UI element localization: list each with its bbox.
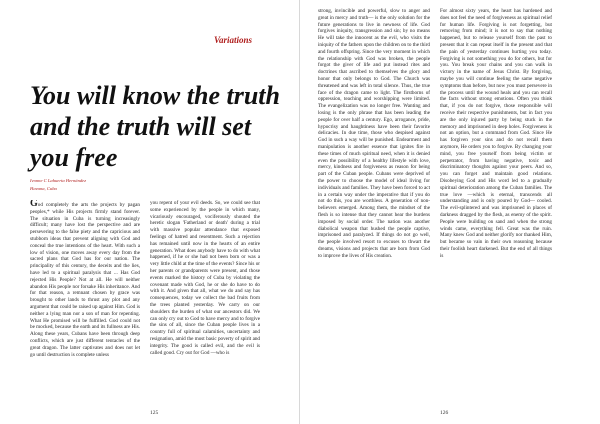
author-name: Ivonne C Lahuerta Hernández <box>30 178 87 183</box>
article-title: You will know the truth and the truth will set you free <box>30 81 280 172</box>
page-number-right: 126 <box>440 410 449 416</box>
column-1-text: od completely the arts the projects by pagan peoples,* while His projects firmly stand forever. The situation in Cuba is turning increasingly difficult; many have lost the perspective and are persevering to the false piety and the capricious and stubborn ideas that prevent aligning with God and conceal the true intentions of the heart. With such a low of vision, one moves away every day from the sacred plans that God has for our nation. The principality of this century, the deceits and the lies, have led to a spiritual paralysis that ... Has God rejected His People? Not at all. He will neither abandon His people nor forsake His inheritance. And for that reason, a remnant chosen by grace was brought to other lands to thrust any plot and any argument that could be raised up against Him. God is neither a lying man nor a son of man for repenting. What He promised will be fulfilled. God could not be mocked, because the earth and its fullness are His. Along these years, Cubans have been through deep conflicts, which are just different tentacles of the great dragon. The latter captivates and does not let go until destruction is complete unless <box>30 202 140 358</box>
column-3-text: strong, invincible and powerful, slow to anger and great in mercy and truth— is the only solution for the future generations to live in newness of life. God forgives iniquity, transgression and sin; by no means He will take the innocent as the evil, who visits the iniquity of the fathers upon the children on to the third and fourth offspring. Since the very moment in which the relationship with God was broken, the people forgot the giver of life and put instead rites and doctrines that ascribed to themselves the glory and honor that only belongs to God. The Church was threatened and was left in total silence. Thus, the true face of the dragon came to light. The firstborns of oppression, teaching and worshipping were limited. The evangelization was no longer free. Wanting and losing is the only phrase that has been leading the people for over half a century. Ego, arrogance, pride, hypocrisy and haughtiness have been their favorite delicacies. In due time, those who despised against God in such a way will be punished. Endearment and manipulation is another essence that ignites fire in these times of much spiritual need, when it is denied even the possibility of a healthy lifestyle with love, mercy, kindness and forgiveness as reason for being part of the Cuban people. Cubans were deprived of the power to choose the model of ideal living for individuals and families. They have been forced to act in a certain way under the imperative that if you do not do this, you are worthless. A generation of non-believers emerged. Among them, the mindset of the flesh is so intense that they cannot hear the burdens imposed by social order. The nation was another diabolical weapon that hushed the people captive, imprisoned and paralyzed. If things do not go well, the people involved resort to excuses to thwart the dreams, visions and projects that are born from God to improve the lives of His creation. <box>318 8 430 259</box>
body-column-4 <box>440 8 552 410</box>
column-2-text: you repent of your evil deeds. So, we could see that some experienced by the people in which many, vicariously encouraged, vociferously shouted the heretic slogan 'Fatherland or death' during a trial with massive popular attendance that exposed feelings of hatred and resentment. Such a rejection has remained until now in the hearts of an entire generation. What does anybody have to do with what happened, if he or she had not been born or was a very little child at the time of the events? Since his or her parents or grandparents were present, and those events marked the history of Cuba by violating the covenant made with God, he or she do have to do with it. And given that all, what we do and say has consequences, today we collect the bad fruits from the trees planted yesterday. We carry on our shoulders the burden of what our ancestors did. We can only cry out to God to have mercy and to forgive the sins of all, since the Cuban people lives in a country full of spiritual calamities, uncertainty and resignation, amid the most basic poverty of spirit and integrity. The good is called evil, and the evil is called good. Cry out for God —who is <box>150 200 260 356</box>
drop-cap: G <box>30 200 38 209</box>
page-number-left: 125 <box>150 410 159 416</box>
body-column-1 <box>30 200 140 406</box>
body-column-3 <box>318 8 430 410</box>
right-page <box>300 0 600 424</box>
column-4-text: For almost sixty years, the heart has hardened and does not feel the need of forgiveness as spiritual relief for human life. Forgiving is not forgetting, but removing from mind; it is not to say that nothing happened, but to release yourself from the past to present that it can repeat itself in the present and that the pain of yesterday continues hurting you today. Forgiving is not something you do for others, but for you. You break your chains and you can walk in victory in the name of Jesus Christ. By forgiving, maybe you will continue feeling the same negative symptoms than before, but now you must persevere in the process until the wound heals and you can recall the facts without strong emotions. Often you think that, if you do not forgive, those responsible will receive their respective punishments, but in fact you are the only injured party by being stuck in the memory and imprisoned in deep holes. Forgiveness is not an option, but a command from God. Since He has forgiven your sins and do not recall them anymore, He orders you to forgive. By changing your mind, you free yourself from being victim or perpetrator, from having negative, toxic and discriminatory thoughts against your peers. And so, you can forget and maintain good relations. Disobeying God and His word led to a gradually spiritual deterioration among the Cuban families. The true love —which is eternal, transcends all understanding and is only poured by God— cooled. The evil-splintered and was imprisoned in places of darkness dragged by the flesh, as enemy of the spirit. People were building on sand and when the strong winds came, everything fell. Great was the ruin. Many knew God and neither glorify nor thanked Him, but became so vain in their own reasoning because their foolish heart darkened. But the end of all things is <box>440 8 552 259</box>
author-block <box>30 177 86 193</box>
section-tag: Variations <box>214 35 253 45</box>
body-column-2 <box>150 200 260 406</box>
author-location: Havana, Cuba <box>30 186 57 191</box>
